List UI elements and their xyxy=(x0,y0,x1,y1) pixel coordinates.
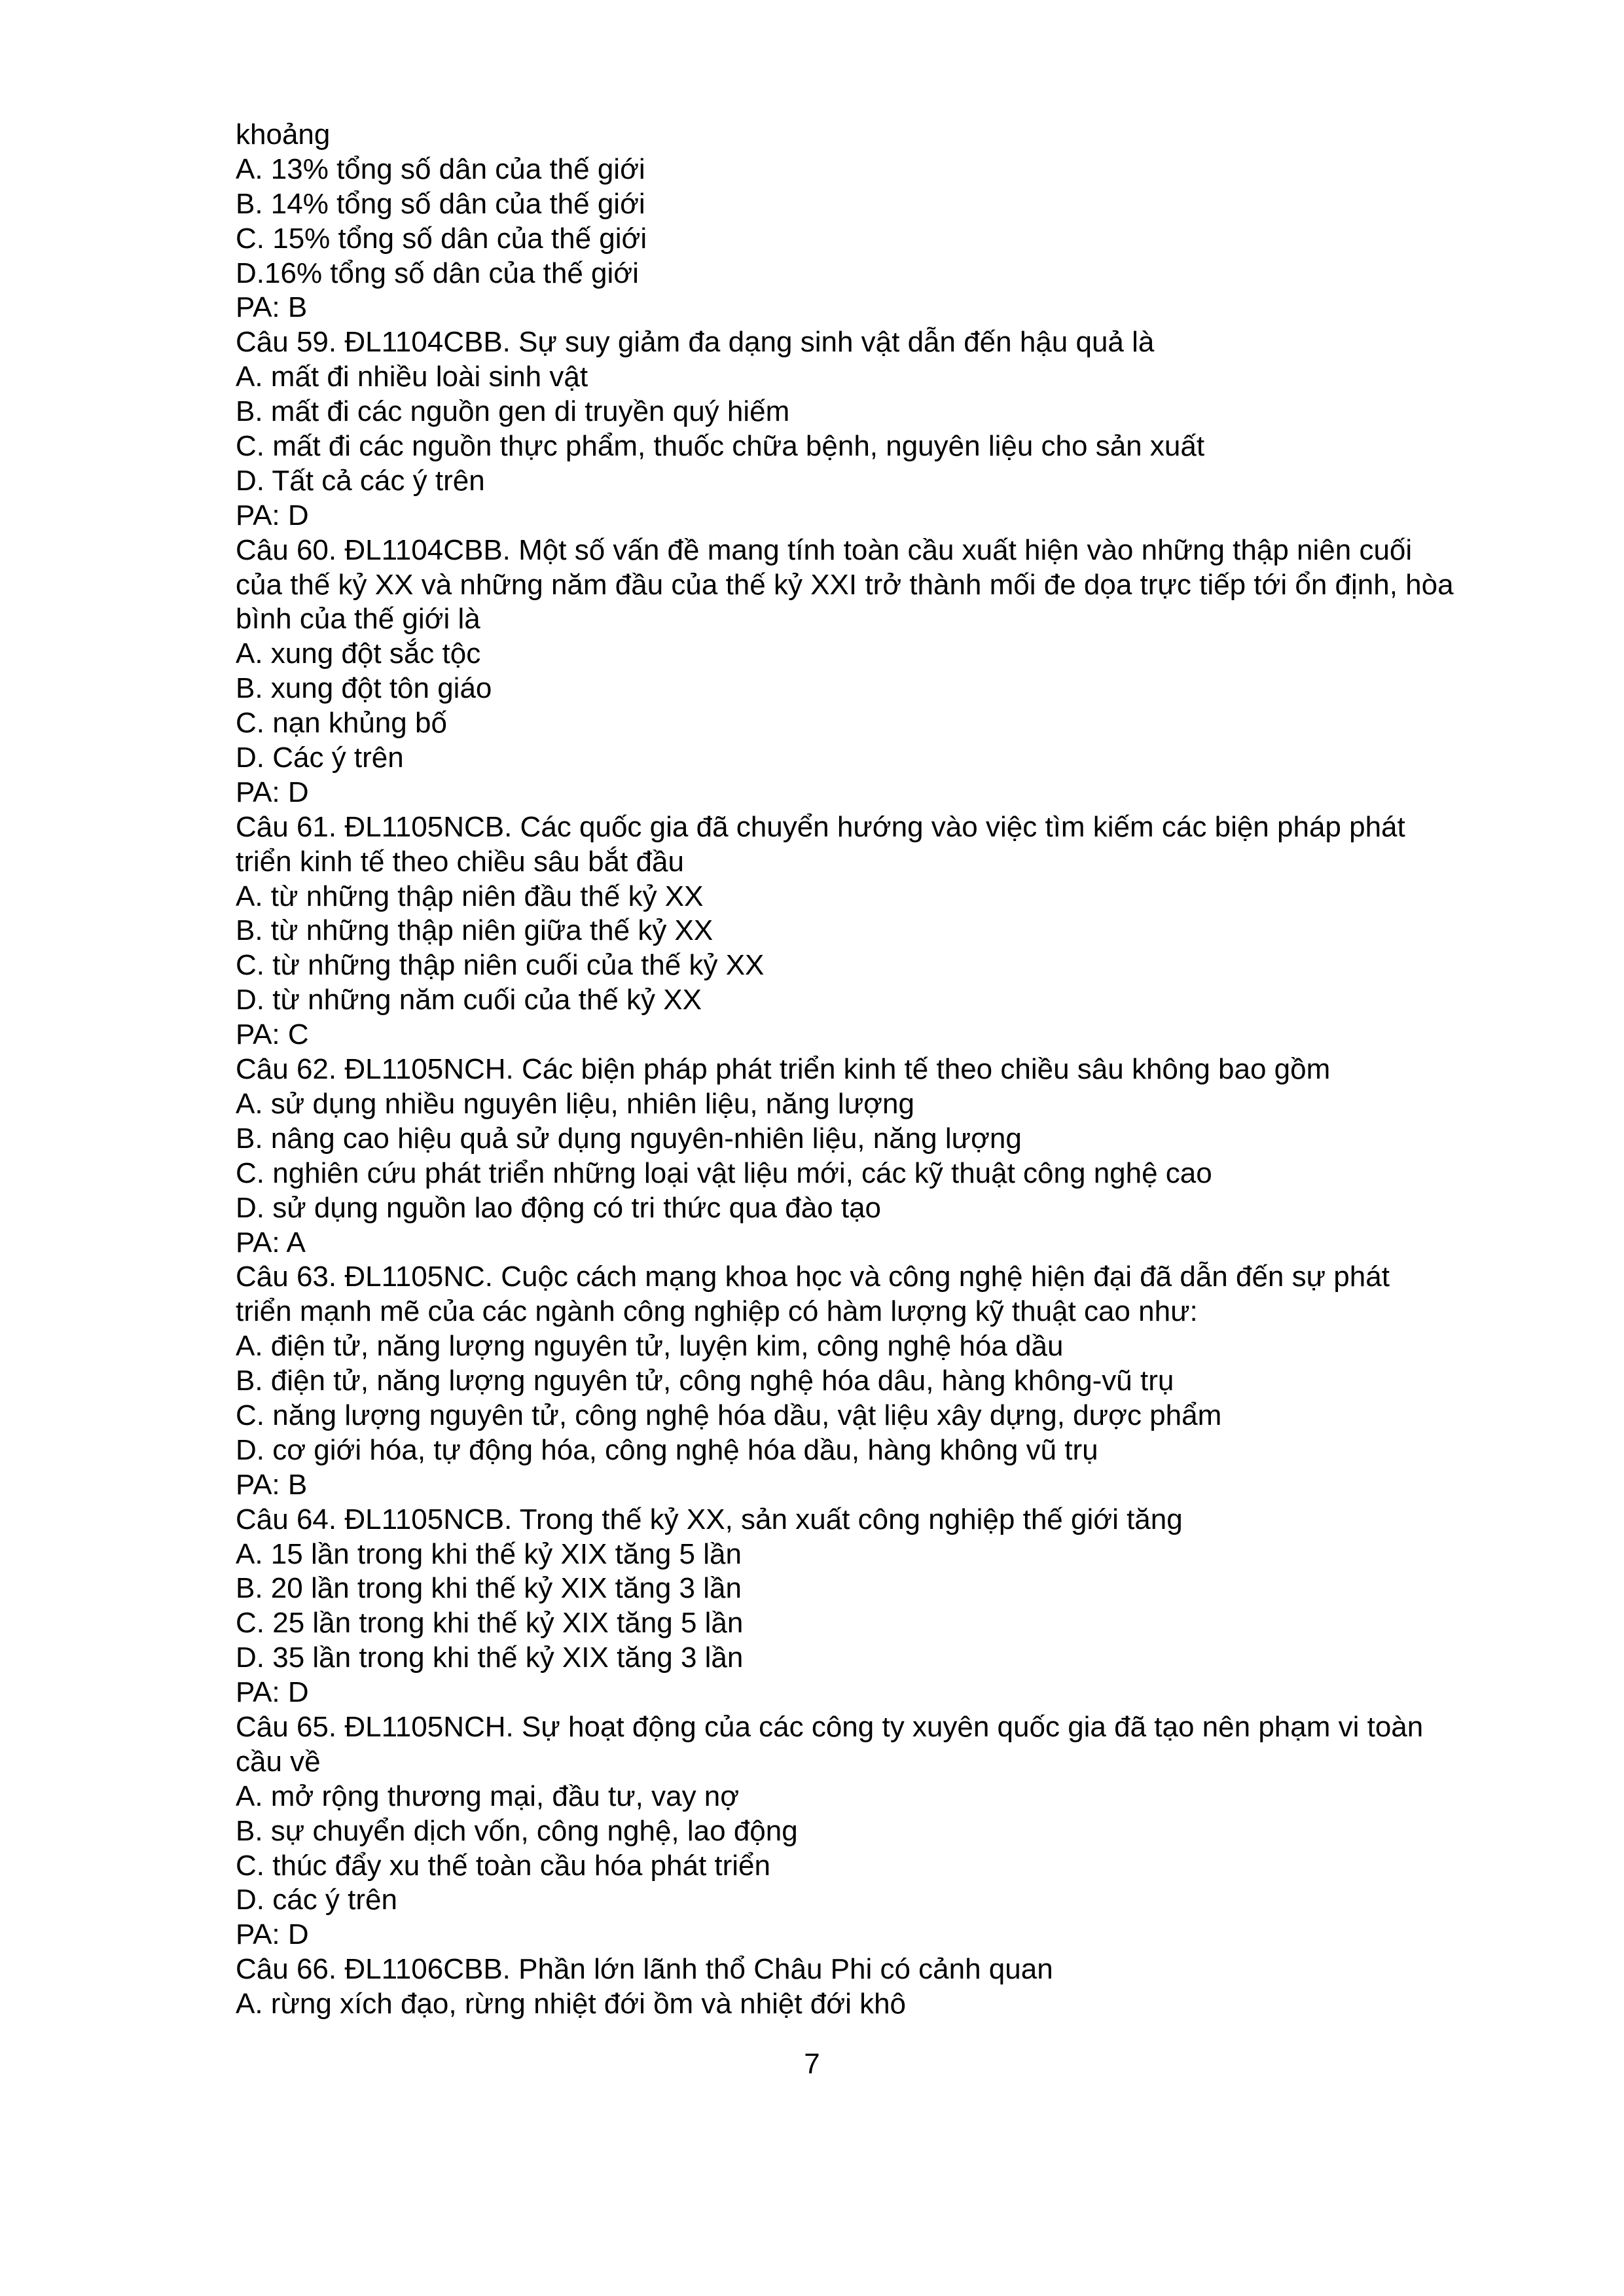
text-line: A. 15 lần trong khi thế kỷ XIX tăng 5 lần xyxy=(236,1537,742,1570)
text-line: C. nạn khủng bố xyxy=(236,707,447,740)
text-line: C. 25 lần trong khi thế kỷ XIX tăng 5 lần xyxy=(236,1607,744,1640)
text-line: D. 35 lần trong khi thế kỷ XIX tăng 3 lần xyxy=(236,1641,744,1674)
text-line: Câu 62. ĐL1105NCH. Các biện pháp phát triển kinh tế theo chiều sâu không bao gồm xyxy=(236,1053,1331,1086)
text-line: A. điện tử, năng lượng nguyên tử, luyện kim, công nghệ hóa dầu xyxy=(236,1330,1064,1363)
text-line: PA: D xyxy=(236,1676,309,1709)
text-line: C. từ những thập niên cuối của thế kỷ XX xyxy=(236,949,765,982)
page-number: 7 xyxy=(804,2048,820,2080)
text-line: A. xung đột sắc tộc xyxy=(236,637,481,670)
text-line: D. cơ giới hóa, tự động hóa, công nghệ hóa dầu, hàng không vũ trụ xyxy=(236,1433,1098,1466)
text-line: B. sự chuyển dịch vốn, công nghệ, lao động xyxy=(236,1814,798,1847)
text-line: Câu 64. ĐL1105NCB. Trong thế kỷ XX, sản xuất công nghiệp thế giới tăng xyxy=(236,1503,1183,1535)
text-line: B. 20 lần trong khi thế kỷ XIX tăng 3 lần xyxy=(236,1572,742,1605)
text-line: A. 13% tổng số dân của thế giới xyxy=(236,152,645,185)
text-line: A. rừng xích đạo, rừng nhiệt đới ồm và nhiệt đới khô xyxy=(236,1988,907,2020)
text-line: A. mở rộng thương mại, đầu tư, vay nợ xyxy=(236,1780,740,1812)
text-line: PA: D xyxy=(236,499,309,531)
text-line: C. thúc đẩy xu thế toàn cầu hóa phát triển xyxy=(236,1849,770,1882)
text-line: PA: B xyxy=(236,1468,308,1501)
text-line: B. nâng cao hiệu quả sử dụng nguyên-nhiên liệu, năng lượng xyxy=(236,1122,1022,1155)
text-line: PA: D xyxy=(236,1918,309,1951)
text-line: Câu 66. ĐL1106CBB. Phần lớn lãnh thổ Châu Phi có cảnh quan xyxy=(236,1953,1053,1986)
text-line: A. từ những thập niên đầu thế kỷ XX xyxy=(236,880,704,912)
text-line: Câu 59. ĐL1104CBB. Sự suy giảm đa dạng sinh vật dẫn đến hậu quả là xyxy=(236,326,1155,359)
text-line: cầu về xyxy=(236,1745,321,1778)
text-line: D. Các ý trên xyxy=(236,742,404,774)
text-line: B. điện tử, năng lượng nguyên tử, công nghệ hóa dâu, hàng không-vũ trụ xyxy=(236,1365,1174,1397)
text-line: của thế kỷ XX và những năm đầu của thế kỷ XXI trở thành mối đe dọa trực tiếp tới ổn định, hòa xyxy=(236,568,1454,601)
text-line: C. 15% tổng số dân của thế giới xyxy=(236,222,647,255)
text-line: D. Tất cả các ý trên xyxy=(236,464,485,497)
text-line: khoảng xyxy=(236,118,331,151)
text-line: Câu 65. ĐL1105NCH. Sự hoạt động của các công ty xuyên quốc gia đã tạo nên phạm vi toàn xyxy=(236,1710,1424,1743)
text-line: Câu 63. ĐL1105NC. Cuộc cách mạng khoa học và công nghệ hiện đại đã dẫn đến sự phát xyxy=(236,1261,1390,1293)
text-line: B. mất đi các nguồn gen di truyền quý hiếm xyxy=(236,395,790,428)
text-line: PA: C xyxy=(236,1018,309,1051)
text-line: D. từ những năm cuối của thế kỷ XX xyxy=(236,984,702,1016)
text-line: B. từ những thập niên giữa thế kỷ XX xyxy=(236,914,713,947)
text-line: D. các ý trên xyxy=(236,1884,397,1916)
text-line: Câu 60. ĐL1104CBB. Một số vấn đề mang tính toàn cầu xuất hiện vào những thập niên cuối xyxy=(236,533,1413,566)
text-line: C. nghiên cứu phát triển những loại vật liệu mới, các kỹ thuật công nghệ cao xyxy=(236,1157,1212,1189)
text-line: PA: A xyxy=(236,1226,306,1259)
text-line: C. năng lượng nguyên tử, công nghệ hóa dầu, vật liệu xây dựng, dược phẩm xyxy=(236,1399,1222,1431)
text-line: C. mất đi các nguồn thực phẩm, thuốc chữa bệnh, nguyên liệu cho sản xuất xyxy=(236,430,1205,463)
text-line: D.16% tổng số dân của thế giới xyxy=(236,257,639,289)
text-line: B. 14% tổng số dân của thế giới xyxy=(236,187,645,220)
text-line: triển mạnh mẽ của các ngành công nghiệp có hàm lượng kỹ thuật cao như: xyxy=(236,1295,1198,1328)
text-line: Câu 61. ĐL1105NCB. Các quốc gia đã chuyển hướng vào việc tìm kiếm các biện pháp phát xyxy=(236,810,1405,843)
document-body xyxy=(236,118,1519,2022)
text-line: B. xung đột tôn giáo xyxy=(236,672,492,705)
text-line: bình của thế giới là xyxy=(236,603,480,636)
text-line: triển kinh tế theo chiều sâu bắt đầu xyxy=(236,845,684,878)
text-line: D. sử dụng nguồn lao động có tri thức qua đào tạo xyxy=(236,1191,882,1224)
text-line: A. mất đi nhiều loài sinh vật xyxy=(236,361,588,393)
text-line: A. sử dụng nhiều nguyên liệu, nhiên liệu, năng lượng xyxy=(236,1087,914,1120)
text-line: PA: D xyxy=(236,776,309,808)
text-line: PA: B xyxy=(236,291,308,324)
